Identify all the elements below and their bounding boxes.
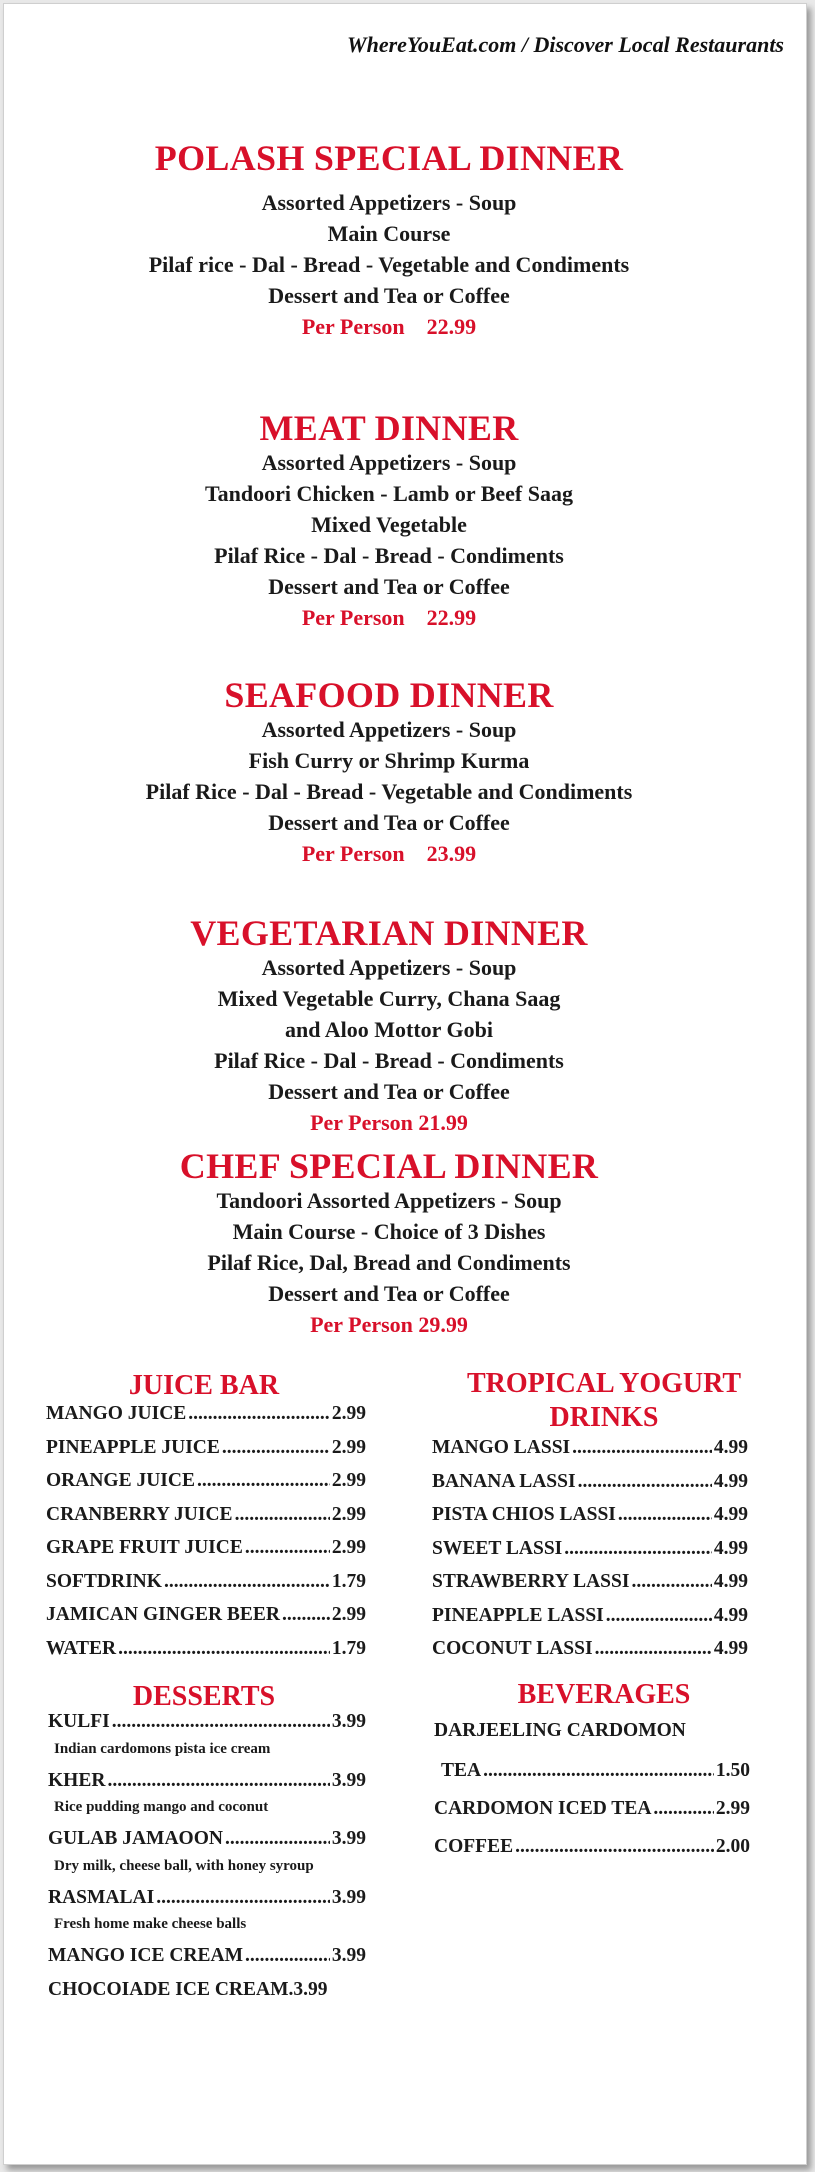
- item-description: Dry milk, cheese ball, with honey syroup: [54, 1857, 314, 1874]
- dinner-price: Per Person 23.99: [301, 841, 477, 866]
- item-name: CRANBERRY JUICE: [46, 1503, 233, 1525]
- dinner-price: Per Person 29.99: [310, 1312, 468, 1337]
- item-name: RASMALAI: [48, 1886, 155, 1908]
- leader-dots: [156, 1881, 330, 1915]
- dinner-line: Dessert and Tea or Coffee: [268, 1281, 510, 1306]
- dinner-line: Fish Curry or Shrimp Kurma: [248, 748, 530, 773]
- item-price: 2.00: [715, 1836, 750, 1857]
- dinner-line: Assorted Appetizers - Soup: [261, 190, 517, 215]
- leader-dots: [572, 1431, 712, 1465]
- leader-dots: [515, 1828, 714, 1866]
- list-item: [48, 1881, 366, 1915]
- list-item: [48, 1705, 366, 1739]
- dinner-seafood: [4, 676, 774, 869]
- item-name: KULFI: [48, 1711, 110, 1732]
- beverages-list: [434, 1711, 750, 1866]
- list-item: [46, 1464, 366, 1498]
- leader-dots: [606, 1599, 712, 1633]
- list-item: [434, 1828, 750, 1866]
- item-name: GRAPE FRUIT JUICE: [46, 1537, 243, 1558]
- dinner-line: Dessert and Tea or Coffee: [268, 810, 510, 835]
- item-price: 1.79: [331, 1637, 366, 1659]
- list-item: [432, 1431, 748, 1465]
- list-item: [434, 1790, 750, 1828]
- leader-dots: [631, 1565, 711, 1599]
- dinner-line: Dessert and Tea or Coffee: [268, 283, 510, 308]
- list-item: [48, 1822, 366, 1856]
- item-price: 2.99: [715, 1798, 750, 1819]
- dinner-title: MEAT DINNER: [259, 408, 519, 448]
- dinner-title: SEAFOOD DINNER: [224, 675, 554, 715]
- leader-dots: [235, 1498, 330, 1532]
- dinner-line: Pilaf Rice, Dal, Bread and Condiments: [207, 1250, 571, 1275]
- item-price: 3.99: [293, 1978, 328, 2000]
- leader-dots: [245, 1531, 330, 1565]
- leader-dots: [578, 1465, 712, 1499]
- dinner-price: Per Person 22.99: [301, 605, 477, 630]
- list-item: [432, 1532, 748, 1566]
- item-name: TEA: [441, 1760, 482, 1781]
- item-name: STRAWBERRY LASSI: [432, 1571, 630, 1592]
- list-item: [432, 1498, 748, 1532]
- item-price: 3.99: [331, 1828, 366, 1849]
- leader-dots: [595, 1632, 712, 1666]
- dinner-line: Tandoori Chicken - Lamb or Beef Saag: [205, 481, 573, 506]
- leader-dots: [197, 1464, 330, 1498]
- leader-dots: [107, 1764, 329, 1798]
- item-name: JAMICAN GINGER BEER: [46, 1604, 281, 1625]
- dinner-line: Pilaf Rice - Dal - Bread - Condiments: [214, 543, 564, 568]
- item-price: 2.99: [331, 1537, 366, 1558]
- item-price: 4.99: [713, 1571, 748, 1592]
- item-name: ORANGE JUICE: [46, 1470, 195, 1491]
- item-price: 2.99: [331, 1503, 366, 1525]
- list-item: [48, 1973, 366, 2007]
- item-name: SOFTDRINK: [46, 1570, 162, 1592]
- beverage-line: DARJEELING CARDOMON: [434, 1720, 686, 1741]
- leader-dots: [483, 1751, 714, 1790]
- dinner-line: Assorted Appetizers - Soup: [261, 955, 517, 980]
- list-item: [432, 1632, 748, 1666]
- dinner-title: VEGETARIAN DINNER: [190, 913, 588, 953]
- dinner-line: Dessert and Tea or Coffee: [268, 574, 510, 599]
- dinner-line: Dessert and Tea or Coffee: [268, 1079, 510, 1104]
- yogurt-title-line2: DRINKS: [549, 1402, 659, 1433]
- desserts-title: DESSERTS: [132, 1681, 276, 1712]
- dinner-title: POLASH SPECIAL DINNER: [154, 138, 624, 178]
- item-description: Indian cardomons pista ice cream: [54, 1740, 271, 1757]
- dinner-line: Tandoori Assorted Appetizers - Soup: [216, 1188, 562, 1213]
- item-name: MANGO JUICE: [46, 1403, 187, 1424]
- item-name: COCONUT LASSI: [432, 1638, 593, 1659]
- desserts-list: [48, 1705, 366, 2006]
- dinner-line: Mixed Vegetable Curry, Chana Saag: [217, 986, 561, 1011]
- dinner-line: and Aloo Mottor Gobi: [284, 1017, 493, 1042]
- item-name: MANGO LASSI: [432, 1437, 571, 1458]
- dinner-line: Main Course: [327, 221, 451, 246]
- leader-dots: [653, 1790, 713, 1828]
- list-item: [46, 1498, 366, 1532]
- dinner-chef-special: [4, 1147, 774, 1340]
- item-name: CHOCOIADE ICE CREAM.: [48, 1978, 294, 2000]
- leader-dots: [564, 1532, 712, 1566]
- dinner-price: Per Person 21.99: [310, 1110, 468, 1135]
- item-price: 2.99: [331, 1403, 366, 1424]
- item-name: PINEAPPLE JUICE: [46, 1436, 220, 1458]
- dinner-line: Pilaf rice - Dal - Bread - Vegetable and Condiments: [148, 252, 630, 277]
- dinner-meat: [4, 409, 774, 633]
- leader-dots: [618, 1498, 712, 1532]
- leader-dots: [112, 1705, 330, 1739]
- item-price: 3.99: [331, 1769, 366, 1791]
- list-item: [432, 1465, 748, 1499]
- beverages-title: BEVERAGES: [517, 1679, 691, 1710]
- dinner-line: Assorted Appetizers - Soup: [261, 717, 517, 742]
- item-description: Fresh home make cheese balls: [54, 1916, 247, 1932]
- dinner-line: Main Course - Choice of 3 Dishes: [232, 1219, 546, 1244]
- dinner-line: Pilaf Rice - Dal - Bread - Condiments: [214, 1048, 564, 1073]
- dinner-line: Mixed Vegetable: [311, 512, 467, 537]
- leader-dots: [118, 1632, 330, 1666]
- item-name: COFFEE: [434, 1836, 514, 1857]
- item-price: 3.99: [331, 1711, 366, 1732]
- yogurt-drinks-title: [424, 1367, 784, 1435]
- list-item: [46, 1565, 366, 1599]
- list-item: [432, 1599, 748, 1633]
- item-price: 3.99: [331, 1886, 366, 1908]
- list-item: [46, 1598, 366, 1632]
- leader-dots: [164, 1565, 330, 1599]
- juice-bar-title: JUICE BAR: [128, 1370, 280, 1401]
- item-name: SWEET LASSI: [432, 1537, 563, 1559]
- list-item: [46, 1531, 366, 1565]
- item-description: Rice pudding mango and coconut: [54, 1799, 269, 1815]
- dinner-title: CHEF SPECIAL DINNER: [179, 1146, 599, 1186]
- item-price: 4.99: [713, 1537, 748, 1559]
- item-price: 3.99: [331, 1945, 366, 1966]
- list-item: [46, 1397, 366, 1431]
- item-price: 4.99: [713, 1470, 748, 1492]
- item-name: PISTA CHIOS LASSI: [432, 1504, 616, 1525]
- item-name: WATER: [46, 1637, 117, 1659]
- item-price: 2.99: [331, 1470, 366, 1491]
- leader-dots: [222, 1431, 330, 1465]
- item-price: 4.99: [713, 1638, 748, 1659]
- dinner-polash-special: [4, 139, 774, 342]
- list-item: [48, 1764, 366, 1798]
- dinner-price: Per Person 22.99: [301, 314, 477, 339]
- item-price: 4.99: [713, 1604, 748, 1626]
- item-price: 1.50: [715, 1760, 750, 1781]
- list-item: [48, 1939, 366, 1973]
- list-item: [434, 1751, 750, 1790]
- menu-page: [3, 3, 807, 2165]
- leader-dots: [245, 1939, 330, 1973]
- item-name: MANGO ICE CREAM: [48, 1945, 243, 1966]
- item-price: 4.99: [713, 1437, 748, 1458]
- list-item: [432, 1565, 748, 1599]
- list-item: [46, 1632, 366, 1666]
- leader-dots: [282, 1598, 330, 1632]
- item-name: PINEAPPLE LASSI: [432, 1604, 604, 1626]
- dinner-line: Assorted Appetizers - Soup: [261, 450, 517, 475]
- site-header: WhereYouEat.com / Discover Local Restaurants: [347, 32, 784, 57]
- item-name: GULAB JAMAOON: [48, 1828, 223, 1849]
- list-item: [46, 1431, 366, 1465]
- item-name: CARDOMON ICED TEA: [434, 1798, 652, 1819]
- yogurt-drinks-list: [432, 1431, 748, 1666]
- item-price: 2.99: [331, 1604, 366, 1625]
- item-price: 1.79: [331, 1570, 366, 1592]
- item-name: KHER: [48, 1769, 106, 1791]
- dinner-vegetarian: [4, 914, 774, 1138]
- dinner-line: Pilaf Rice - Dal - Bread - Vegetable and Condiments: [145, 779, 633, 804]
- juice-bar-list: [46, 1397, 366, 1665]
- leader-dots: [188, 1397, 330, 1431]
- leader-dots: [225, 1822, 330, 1856]
- item-price: 2.99: [331, 1436, 366, 1458]
- item-price: 4.99: [713, 1504, 748, 1525]
- item-name: BANANA LASSI: [432, 1470, 576, 1492]
- yogurt-title-line1: TROPICAL YOGURT: [466, 1368, 742, 1399]
